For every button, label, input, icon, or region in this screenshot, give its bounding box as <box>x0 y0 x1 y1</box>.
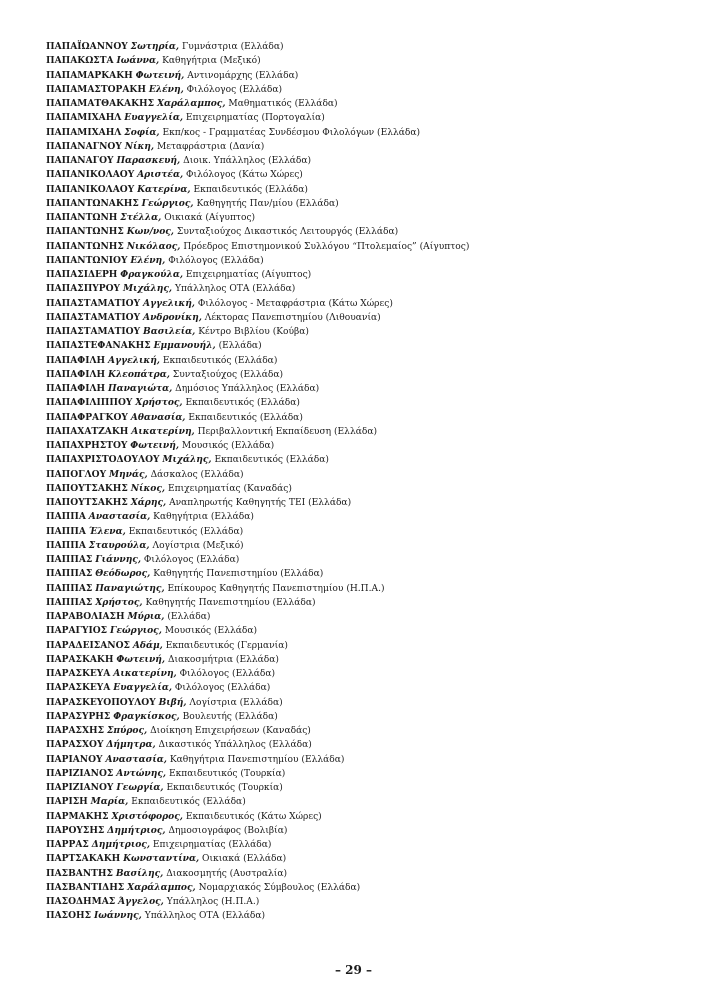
entry-surname: ΠΑΡΤΣΑΚΑΚΗ <box>46 853 121 865</box>
list-item <box>46 895 686 909</box>
entry-description: Επιχειρηματίας (Αίγυπτος) <box>185 270 312 280</box>
entry-description: Εκπ/κος - Γραμματέας Συνδέσμου Φιλολόγων (Ελλάδα) <box>162 127 421 138</box>
entry-given-name: Βιβή, <box>158 696 187 708</box>
entry-given-name: Ευαγγελία, <box>113 682 172 694</box>
list-item <box>46 596 686 610</box>
entry-surname: ΠΑΡΑΣΚΕΥΟΠΟΥΛΟΥ <box>46 696 156 708</box>
entry-surname: ΠΑΠΑΧΡΗΣΤΟΥ <box>46 440 128 451</box>
entry-given-name: Γεωργία, <box>116 782 164 793</box>
entry-given-name: Αθανασία, <box>130 411 186 423</box>
list-item <box>46 468 686 482</box>
entry-description: Υπάλληλος (Η.Π.Α.) <box>166 897 260 907</box>
list-item <box>46 824 686 838</box>
entry-given-name: Χαράλαμπος, <box>127 881 196 893</box>
entry-description: Καθηγήτρια Πανεπιστημίου (Ελλάδα) <box>169 754 345 765</box>
entry-description: Συνταξιούχος Δικαστικός Λειτουργός (Ελλάδα) <box>176 227 399 238</box>
entry-given-name: Σταυρούλα, <box>88 539 150 551</box>
entry-surname: ΠΑΡΟΥΣΗΣ <box>46 824 105 836</box>
entry-description: Λογίστρια (Μεξικό) <box>152 540 244 551</box>
entry-surname: ΠΑΡΑΣΚΕΥΑ <box>46 682 111 694</box>
entry-surname: ΠΑΠΑΣΤΑΜΑΤΙΟΥ <box>46 311 141 323</box>
entry-description: Εκπαιδευτικός (Ελλάδα) <box>185 398 300 409</box>
page-number: – 29 – <box>334 963 373 977</box>
entry-surname: ΠΑΠΟΥΤΣΑΚΗΣ <box>46 497 128 508</box>
entry-given-name: Ιωάννα, <box>116 55 160 67</box>
entry-description: Δημόσιος Υπάλληλος (Ελλάδα) <box>175 384 320 394</box>
entry-description: Εκπαιδευτικός (Ελλάδα) <box>162 355 278 366</box>
entry-surname: ΠΑΠΑΚΩΣΤΑ <box>46 55 114 67</box>
entry-given-name: Σωτηρία, <box>130 41 180 52</box>
entry-description: Εκπαιδευτικός (Γερμανία) <box>165 640 288 651</box>
entry-given-name: Μαρία, <box>90 796 129 808</box>
entry-surname: ΠΑΡΑΔΕΙΣΑΝΟΣ <box>46 639 130 651</box>
entry-given-name: Αγγελική, <box>143 297 195 309</box>
entry-given-name: Κατερίνα, <box>137 183 191 195</box>
entry-surname: ΠΑΠΠΑΣ <box>46 596 93 608</box>
entry-description: Καθηγητής Παν/μίου (Ελλάδα) <box>196 198 339 209</box>
entry-given-name: Ευαγγελία, <box>124 112 183 124</box>
list-item <box>46 268 686 282</box>
entry-given-name: Ιωάννης, <box>93 910 142 922</box>
entry-surname: ΠΑΣΒΑΝΤΗΣ <box>46 867 113 879</box>
entry-surname: ΠΑΠΑΧΑΤΖΑΚΗ <box>46 425 129 437</box>
entry-given-name: Παναγιώτα, <box>108 383 173 394</box>
entry-surname: ΠΑΡΙΣΗ <box>46 796 88 808</box>
entry-description: Διοικ. Υπάλληλος (Ελλάδα) <box>183 156 312 166</box>
entry-description: Φιλόλογος (Ελλάδα) <box>179 669 276 679</box>
entry-surname: ΠΑΠΑΣΤΑΜΑΤΙΟΥ <box>46 326 141 337</box>
entry-surname: ΠΑΠΟΥΤΣΑΚΗΣ <box>46 482 128 494</box>
list-item <box>46 282 686 296</box>
entry-surname: ΠΑΡΙΖΙΑΝΟΥ <box>46 782 114 793</box>
list-item <box>46 311 686 325</box>
entry-description: Βουλευτής (Ελλάδα) <box>182 711 278 722</box>
list-item <box>46 852 686 866</box>
entry-description: Μεταφράστρια (Δανία) <box>156 141 265 152</box>
entry-surname: ΠΑΡΑΣΚΕΥΑ <box>46 668 111 679</box>
list-item <box>46 753 686 767</box>
entry-given-name: Εμμανουήλ, <box>153 340 216 352</box>
entry-given-name: Φωτεινή, <box>130 440 180 451</box>
entry-description: Οικιακά (Ελλάδα) <box>202 854 287 865</box>
list-item <box>46 40 686 54</box>
entry-description: Αναπληρωτής Καθηγητής ΤΕΙ (Ελλάδα) <box>169 498 352 508</box>
entry-surname: ΠΑΠΑΣΤΕΦΑΝΑΚΗΣ <box>46 340 151 352</box>
entry-description: Επιχειρηματίας (Καναδάς) <box>167 483 292 494</box>
entry-given-name: Γιάννης, <box>95 554 142 565</box>
entry-surname: ΠΑΠΑΜΑΡΚΑΚΗ <box>46 69 133 81</box>
entry-description: Επιχειρηματίας (Ελλάδα) <box>152 840 272 850</box>
entry-description: Εκπαιδευτικός (Κάτω Χώρες) <box>185 811 322 822</box>
entry-given-name: Γεώργιος, <box>141 197 194 209</box>
entry-description: Φιλόλογος (Ελλάδα) <box>186 84 283 95</box>
entry-given-name: Δημήτριος, <box>91 839 150 850</box>
entry-description: Καθηγητής Πανεπιστημίου (Ελλάδα) <box>145 597 316 608</box>
entry-given-name: Χαράλαμπος, <box>156 98 226 109</box>
entry-description: Μουσικός (Ελλάδα) <box>181 441 275 451</box>
entry-surname: ΠΑΠΑΝΤΩΝΙΟΥ <box>46 254 128 266</box>
list-item <box>46 111 686 125</box>
list-item <box>46 453 686 467</box>
list-item <box>46 610 686 624</box>
entry-surname: ΠΑΠΠΑΣ <box>46 568 93 580</box>
entry-given-name: Έλενα, <box>88 525 126 537</box>
list-item <box>46 553 686 567</box>
list-item <box>46 867 686 881</box>
entry-given-name: Αικατερίνη, <box>113 668 177 679</box>
list-item <box>46 696 686 710</box>
list-item <box>46 382 686 396</box>
entry-description: Μαθηματικός (Ελλάδα) <box>228 99 338 109</box>
entry-given-name: Σπύρος, <box>106 725 148 736</box>
entry-surname: ΠΑΣΟΗΣ <box>46 910 92 922</box>
entry-surname: ΠΑΠΑΣΙΔΕΡΗ <box>46 269 118 280</box>
entry-given-name: Αριστέα, <box>137 169 184 181</box>
entry-surname: ΠΑΠΑΝΑΓΝΟΥ <box>46 140 122 152</box>
entry-description: Καθηγητής Πανεπιστημίου (Ελλάδα) <box>153 569 324 580</box>
list-item <box>46 325 686 339</box>
entry-surname: ΠΑΠΑΜΑΣΤΟΡΑΚΗ <box>46 83 146 95</box>
entry-given-name: Βασίλης, <box>115 867 164 879</box>
list-item <box>46 240 686 254</box>
entry-description: Κέντρο Βιβλίου (Κούβα) <box>198 327 309 337</box>
entry-surname: ΠΑΠΑΝΤΩΝΗΣ <box>46 240 124 252</box>
entry-surname: ΠΑΠΑΝΤΩΝΗΣ <box>46 226 124 238</box>
entry-surname: ΠΑΠΠΑ <box>46 539 86 551</box>
list-item <box>46 653 686 667</box>
list-item <box>46 667 686 681</box>
entry-surname: ΠΑΠΑΜΙΧΑΗΛ <box>46 126 122 138</box>
entry-description: Αντινομάρχης (Ελλάδα) <box>187 70 299 81</box>
entry-given-name: Αναστασία, <box>88 511 151 523</box>
list-item <box>46 154 686 168</box>
list-item <box>46 140 686 154</box>
list-item <box>46 738 686 752</box>
entry-given-name: Μύρια, <box>127 611 165 622</box>
entry-surname: ΠΑΡΡΑΣ <box>46 839 89 850</box>
entry-surname: ΠΑΣΒΑΝΤΙΔΗΣ <box>46 881 125 893</box>
entry-surname: ΠΑΠΑΦΙΛΗ <box>46 368 106 380</box>
list-item <box>46 411 686 425</box>
entry-description: Εκπαιδευτικός (Ελλάδα) <box>131 797 246 808</box>
entry-given-name: Γεώργιος, <box>110 625 162 637</box>
list-item <box>46 396 686 410</box>
entry-surname: ΠΑΠΑΣΠΥΡΟΥ <box>46 283 121 295</box>
list-item <box>46 810 686 824</box>
list-item <box>46 168 686 182</box>
entry-description: Υπάλληλος ΟΤΑ (Ελλάδα) <box>144 911 266 922</box>
entry-surname: ΠΑΣΟΔΗΜΑΣ <box>46 896 116 907</box>
entry-given-name: Αναστασία, <box>105 753 167 765</box>
entry-given-name: Σοφία, <box>124 126 160 138</box>
entry-description: Φιλόλογος - Μεταφράστρια (Κάτω Χώρες) <box>197 298 393 309</box>
entry-surname: ΠΑΠΑΝΙΚΟΛΑΟΥ <box>46 169 135 181</box>
list-item <box>46 254 686 268</box>
entry-description: Εκπαιδευτικός (Ελλάδα) <box>214 455 329 466</box>
list-item <box>46 297 686 311</box>
entry-description: Φιλόλογος (Ελλάδα) <box>168 255 264 266</box>
entry-surname: ΠΑΠΑΜΙΧΑΗΛ <box>46 112 122 124</box>
list-item <box>46 510 686 524</box>
list-item <box>46 767 686 781</box>
entry-description: Πρόεδρος Επιστημονικού Συλλόγου “Πτολεμαίος” (Αίγυπτος) <box>183 241 470 252</box>
entry-description: Εκπαιδευτικός (Ελλάδα) <box>188 412 303 423</box>
list-item <box>46 539 686 553</box>
entry-given-name: Χάρης, <box>130 497 167 508</box>
entry-surname: ΠΑΠΑΣΤΑΜΑΤΙΟΥ <box>46 297 141 309</box>
list-item <box>46 781 686 795</box>
entry-description: Περιβαλλοντική Εκπαίδευση (Ελλάδα) <box>197 426 378 437</box>
entry-description: Δάσκαλος (Ελλάδα) <box>150 469 244 480</box>
entry-description: Δικαστικός Υπάλληλος (Ελλάδα) <box>158 740 312 751</box>
entry-given-name: Νίκος, <box>130 482 166 494</box>
list-item <box>46 639 686 653</box>
entry-given-name: Ανδρονίκη, <box>143 311 202 323</box>
list-item <box>46 482 686 496</box>
entry-given-name: Αικατερίνη, <box>131 425 195 437</box>
entry-given-name: Φωτεινή, <box>116 653 166 665</box>
entry-description: Εκπαιδευτικός (Ελλάδα) <box>193 184 308 195</box>
entry-given-name: Μηνάς, <box>108 468 148 480</box>
entry-given-name: Μιχάλης, <box>122 283 173 295</box>
entry-surname: ΠΑΠΑΝΙΚΟΛΑΟΥ <box>46 183 135 195</box>
entry-given-name: Στέλλα, <box>120 212 162 223</box>
list-item <box>46 183 686 197</box>
entry-description: Υπάλληλος ΟΤΑ (Ελλάδα) <box>175 284 296 295</box>
entry-description: Καθηγήτρια (Ελλάδα) <box>153 512 254 523</box>
entry-given-name: Αδάμ, <box>132 639 163 651</box>
list-item <box>46 681 686 695</box>
entry-surname: ΠΑΠΑΝΤΩΝΗ <box>46 212 118 223</box>
entry-description: Φιλόλογος (Ελλάδα) <box>174 683 271 694</box>
entry-description: Συνταξιούχος (Ελλάδα) <box>172 369 284 380</box>
entry-surname: ΠΑΠΑΝΤΩΝΑΚΗΣ <box>46 197 139 209</box>
entry-description: Γυμνάστρια (Ελλάδα) <box>181 42 284 52</box>
entry-surname: ΠΑΠΟΓΛΟΥ <box>46 468 107 480</box>
list-item <box>46 211 686 225</box>
entry-given-name: Χριστόφορος, <box>111 810 183 822</box>
entry-given-name: Ελένη, <box>148 83 184 95</box>
entry-given-name: Χρήστος, <box>95 596 143 608</box>
entry-surname: ΠΑΡΜΑΚΗΣ <box>46 810 109 822</box>
entry-surname: ΠΑΡΑΒΟΛΙΑΣΗ <box>46 611 125 622</box>
list-item <box>46 909 686 923</box>
entry-surname: ΠΑΡΑΣΚΑΚΗ <box>46 653 114 665</box>
entry-given-name: Κωνσταντίνα, <box>123 853 200 865</box>
entry-given-name: Θεόδωρος, <box>95 568 151 580</box>
entry-description: Καθηγήτρια (Μεξικό) <box>162 56 261 67</box>
entry-description: Μουσικός (Ελλάδα) <box>164 626 258 637</box>
entry-surname: ΠΑΠΑΦΙΛΗ <box>46 383 106 394</box>
entry-given-name: Μιχάλης, <box>162 454 212 466</box>
list-item <box>46 724 686 738</box>
entry-surname: ΠΑΠΑΦΙΛΙΠΠΟΥ <box>46 397 133 409</box>
list-item <box>46 83 686 97</box>
entry-given-name: Χρήστος, <box>135 397 183 409</box>
list-item <box>46 425 686 439</box>
entry-surname: ΠΑΠΠΑΣ <box>46 554 93 565</box>
entry-given-name: Άγγελος, <box>118 896 164 907</box>
entry-given-name: Νίκη, <box>124 140 155 152</box>
entry-description: Φιλόλογος (Κάτω Χώρες) <box>186 170 303 181</box>
entry-description: Διακοσμήτρια (Ελλάδα) <box>167 654 279 665</box>
list-item <box>46 881 686 895</box>
entry-surname: ΠΑΠΑΝΑΓΟΥ <box>46 155 114 166</box>
entry-surname: ΠΑΠΑΪΩΑΝΝΟΥ <box>46 41 128 52</box>
entry-description: (Ελλάδα) <box>167 612 211 622</box>
entry-surname: ΠΑΡΑΓΥΙΟΣ <box>46 625 108 637</box>
entry-description: Λογίστρια (Ελλάδα) <box>189 697 283 708</box>
entry-given-name: Ελένη, <box>130 254 166 266</box>
entry-description: Διακοσμητής (Αυστραλία) <box>166 868 288 879</box>
entry-given-name: Αντώνης, <box>116 767 167 779</box>
list-item <box>46 54 686 68</box>
entry-given-name: Βασιλεία, <box>143 326 196 337</box>
entry-surname: ΠΑΡΑΣΧΗΣ <box>46 725 105 736</box>
entry-surname: ΠΑΠΠΑ <box>46 525 86 537</box>
entry-description: (Ελλάδα) <box>218 341 262 352</box>
entry-surname: ΠΑΠΑΜΑΤΘΑΚΑΚΗΣ <box>46 98 155 109</box>
entry-description: Εκπαιδευτικός (Τουρκία) <box>166 783 283 793</box>
entry-surname: ΠΑΠΑΦΙΛΗ <box>46 354 106 366</box>
entry-description: Επιχειρηματίας (Πορτογαλία) <box>185 113 325 124</box>
entry-surname: ΠΑΡΙΑΝΟΥ <box>46 753 103 765</box>
list-item <box>46 582 686 596</box>
entry-description: Λέκτορας Πανεπιστημίου (Λιθουανία) <box>204 312 381 323</box>
entry-description: Οικιακά (Αίγυπτος) <box>164 213 256 223</box>
list-item <box>46 339 686 353</box>
list-item <box>46 838 686 852</box>
list-item <box>46 69 686 83</box>
list-item <box>46 567 686 581</box>
entry-given-name: Δημήτριος, <box>107 824 166 836</box>
list-item <box>46 225 686 239</box>
list-item <box>46 368 686 382</box>
entry-description: Επίκουρος Καθηγητής Πανεπιστημίου (Η.Π.Α.) <box>167 583 385 594</box>
entry-given-name: Φωτεινή, <box>135 69 185 81</box>
entry-given-name: Παναγιώτης, <box>95 582 165 594</box>
entry-surname: ΠΑΡΑΣΧΟΥ <box>46 739 104 751</box>
name-list <box>46 40 686 924</box>
entry-given-name: Φραγκούλα, <box>120 269 183 280</box>
list-item <box>46 496 686 510</box>
entry-surname: ΠΑΠΠΑ <box>46 511 86 523</box>
entry-description: Εκπαιδευτικός (Ελλάδα) <box>128 526 244 537</box>
list-item <box>46 795 686 809</box>
entry-given-name: Αγγελική, <box>108 354 160 366</box>
list-item <box>46 710 686 724</box>
entry-surname: ΠΑΠΑΧΡΙΣΤΟΔΟΥΛΟΥ <box>46 454 160 466</box>
entry-description: Φιλόλογος (Ελλάδα) <box>143 555 240 565</box>
entry-given-name: Φραγκίσκος, <box>113 710 180 722</box>
entry-given-name: Νικόλαος, <box>126 240 181 252</box>
list-item <box>46 525 686 539</box>
list-item <box>46 624 686 638</box>
entry-description: Διοίκηση Επιχειρήσεων (Καναδάς) <box>150 726 311 736</box>
entry-surname: ΠΑΠΑΦΡΑΓΚΟΥ <box>46 411 128 423</box>
entry-given-name: Δήμητρα, <box>106 739 156 751</box>
list-item <box>46 197 686 211</box>
entry-surname: ΠΑΡΙΖΙΑΝΟΣ <box>46 767 114 779</box>
entry-description: Νομαρχιακός Σύμβουλος (Ελλάδα) <box>198 882 361 893</box>
entry-description: Εκπαιδευτικός (Τουρκία) <box>168 768 286 779</box>
entry-surname: ΠΑΡΑΣΥΡΗΣ <box>46 710 111 722</box>
list-item <box>46 354 686 368</box>
list-item <box>46 97 686 111</box>
entry-description: Δημοσιογράφος (Βολιβία) <box>168 825 288 836</box>
entry-surname: ΠΑΠΠΑΣ <box>46 582 93 594</box>
entry-given-name: Παρασκευή, <box>116 155 181 166</box>
entry-given-name: Κων/νος, <box>126 226 174 238</box>
list-item <box>46 439 686 453</box>
entry-given-name: Κλεοπάτρα, <box>108 368 170 380</box>
list-item <box>46 126 686 140</box>
